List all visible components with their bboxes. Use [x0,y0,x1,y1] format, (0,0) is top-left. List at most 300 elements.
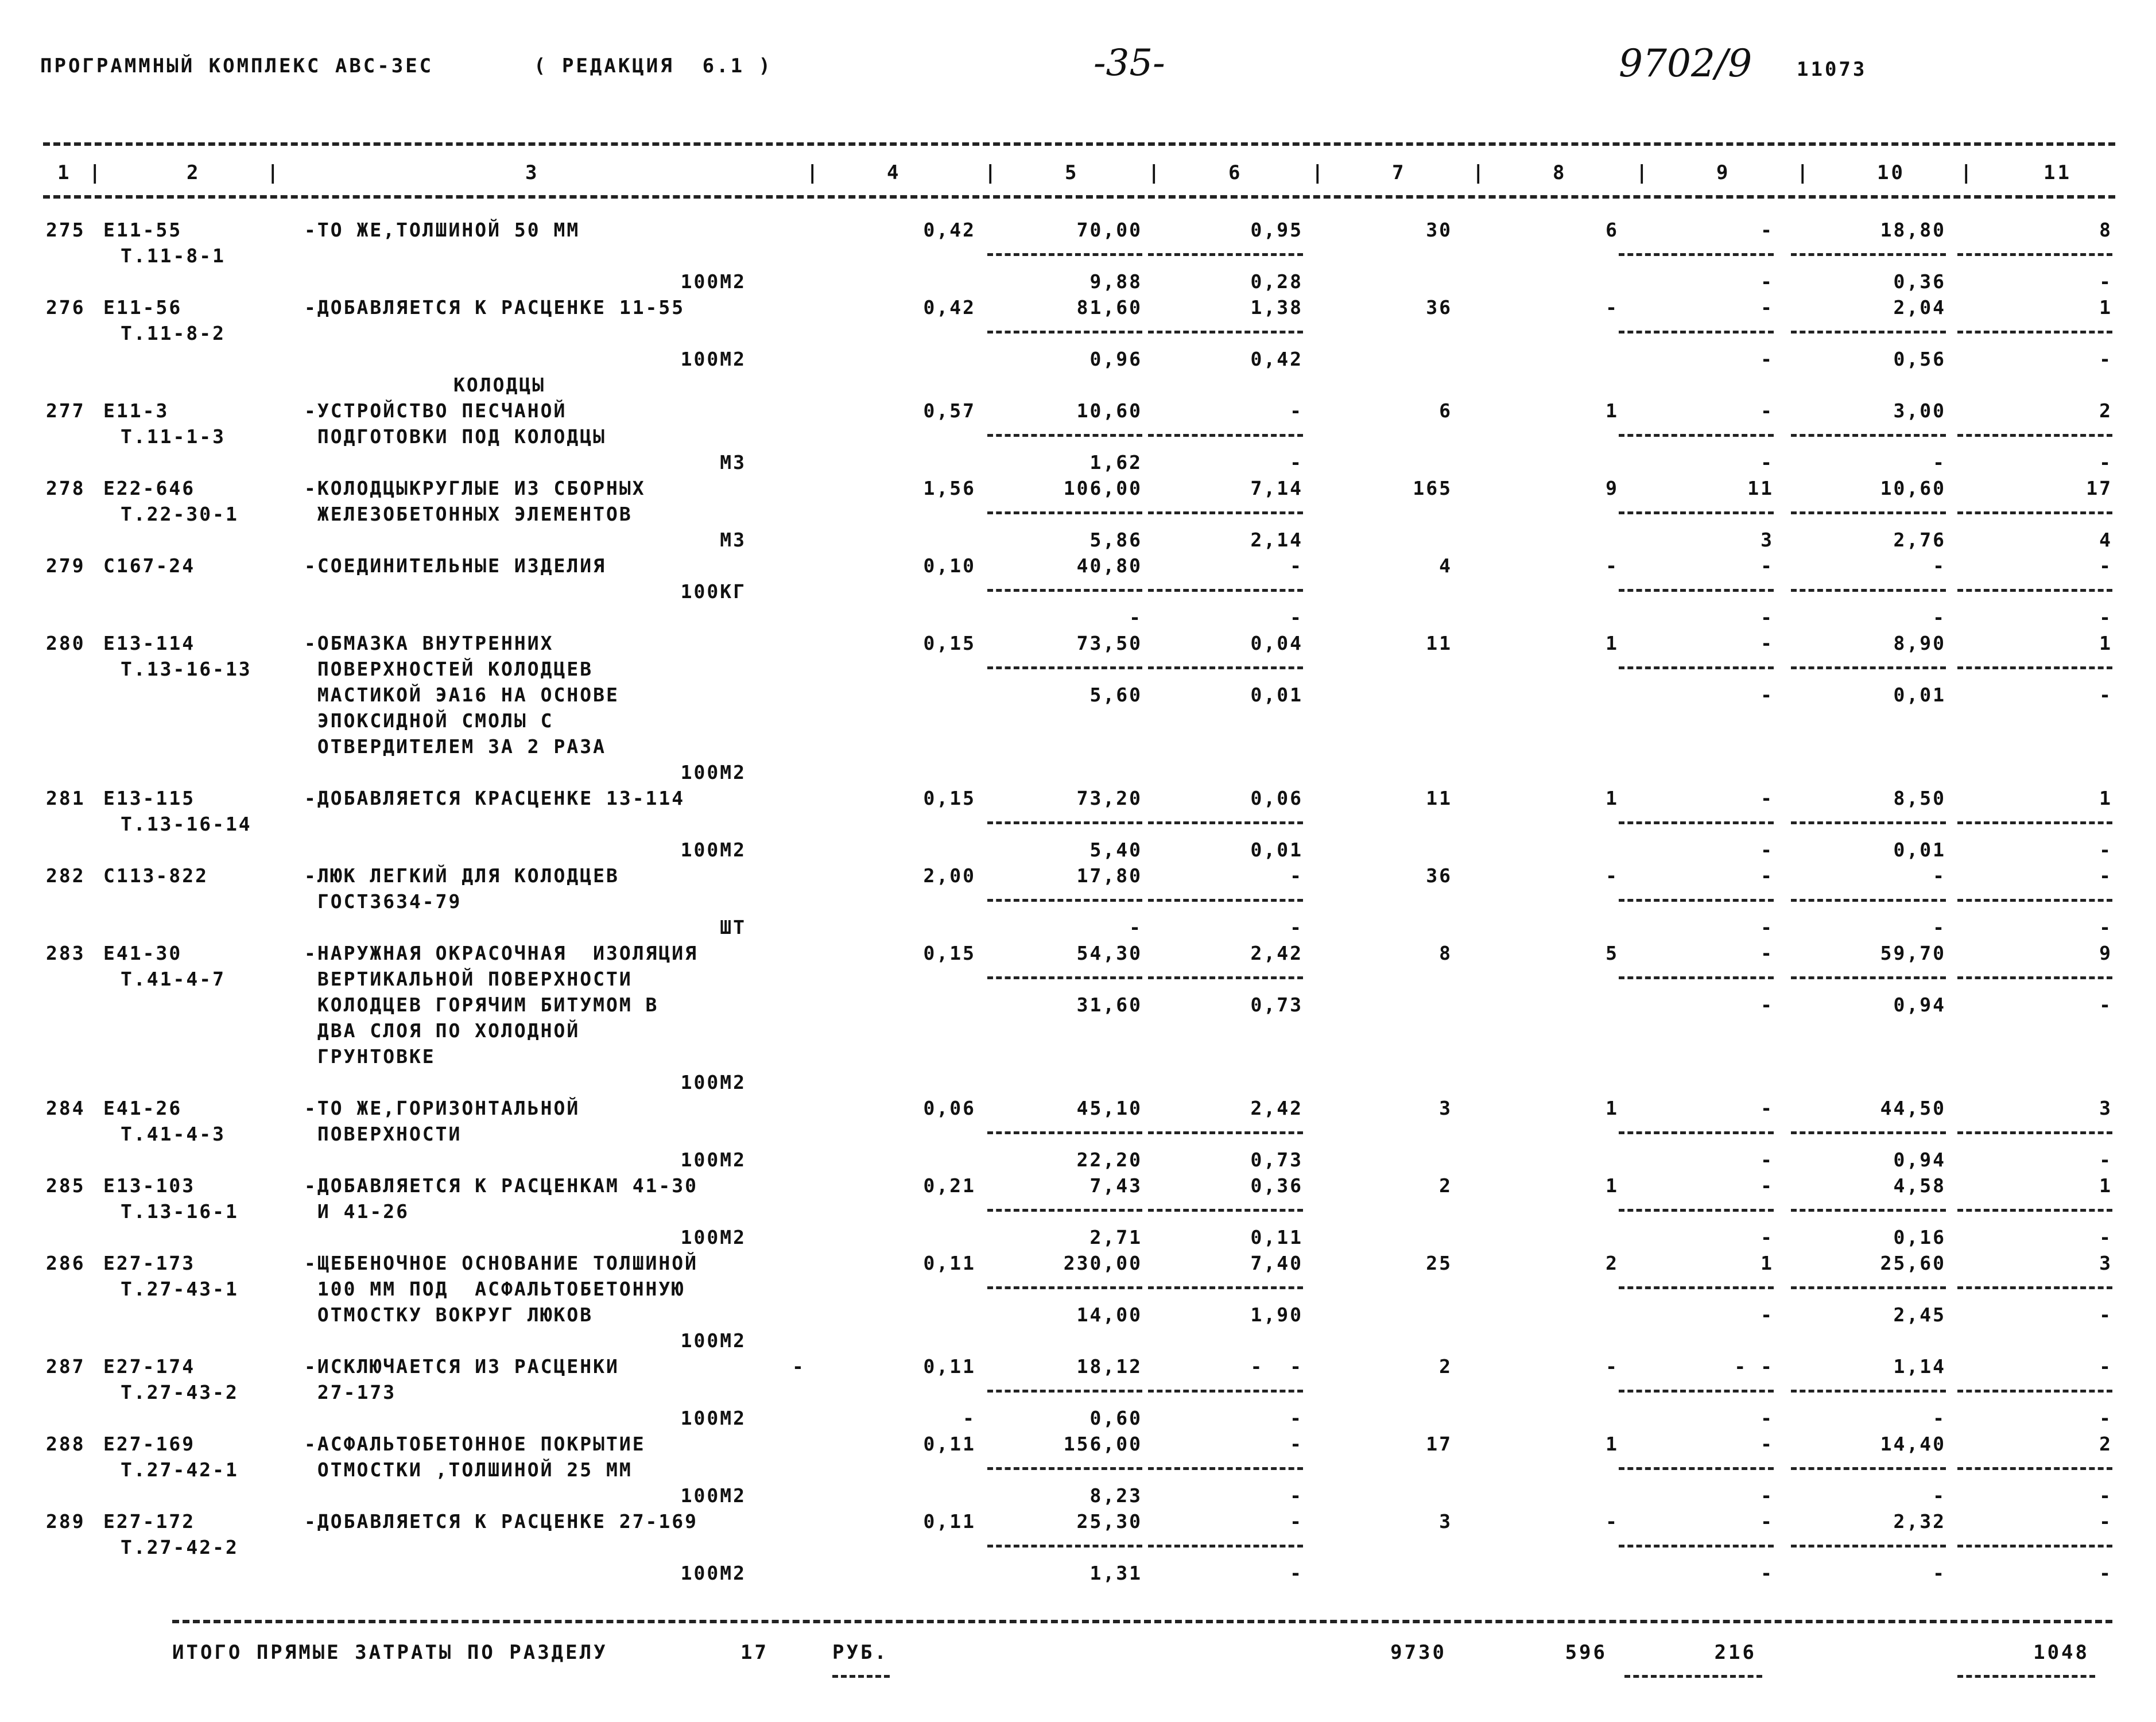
operation-cost: - - [1250,1355,1303,1378]
labor-total-sub: - [2099,1407,2112,1429]
operation-cost: 2,42 [1250,942,1303,964]
col11-divider [1957,511,2112,514]
labor-total: 2 [2099,1433,2112,1455]
wage-cost: 2,71 [1089,1226,1142,1248]
unit-label: 100М2 [680,1149,746,1171]
col11-divider [1957,1131,2112,1134]
description-line: -АСФАЛЬТОБЕТОННОЕ ПОКРЫТИЕ [304,1433,646,1455]
table-code: Т.11-8-2 [121,322,226,344]
labor-total-sub: - [2099,606,2112,629]
labor-hours-sub: 0,36 [1893,270,1946,293]
machine-wage: - [1761,684,1774,706]
wage-cost: 8,23 [1089,1484,1142,1507]
cost-divider [987,1286,1142,1289]
col10-divider [1791,589,1946,592]
col-header-1: 1 [57,161,72,184]
labor-hours-sub: - [1933,916,1946,938]
table-header-bottom-rule [43,195,2115,199]
rate-code: Е13-103 [103,1174,196,1197]
rate-code: С167-24 [103,554,196,577]
total-cost: 30 [1426,219,1452,241]
col9-divider [1619,511,1774,514]
wage-operation-cost: 0,11 [1250,1226,1303,1248]
row-number: 285 [46,1174,86,1197]
col10-divider [1791,976,1946,979]
labor-hours-sub: - [1933,451,1946,474]
col9-divider [1619,1131,1774,1134]
labor-hours-sub: 0,01 [1893,684,1946,706]
machine-cost: - [1761,942,1774,964]
operation-cost: - [1290,864,1303,887]
labor-hours: 1,14 [1893,1355,1946,1378]
col10-divider [1791,1467,1946,1470]
total-cost: 36 [1426,296,1452,319]
labor-hours: 4,58 [1893,1174,1946,1197]
labor-total-sub: - [2099,916,2112,938]
col11-divider [1957,1209,2112,1212]
quantity: 0,42 [923,296,976,319]
col10-divider [1791,253,1946,256]
labor-total: 9 [2099,942,2112,964]
cost-divider [987,253,1142,256]
unit-cost: 10,60 [1076,400,1142,422]
cost-divider [1148,666,1303,669]
base-wage: 1 [1606,1097,1619,1119]
row-number: 282 [46,864,86,887]
total-cost: 8 [1439,942,1452,964]
description-line: -ОБМАЗКА ВНУТРЕННИХ [304,632,554,654]
quantity: 0,11 [923,1252,976,1274]
description-line: -НАРУЖНАЯ ОКРАСОЧНАЯ ИЗОЛЯЦИЯ [304,942,699,964]
row-number: 278 [46,477,86,499]
cost-divider [1148,821,1303,824]
unit-cost: 81,60 [1076,296,1142,319]
total-cost: 3 [1439,1510,1452,1533]
machine-cost: 11 [1747,477,1774,499]
wage-cost: 14,00 [1076,1304,1142,1326]
col9-divider [1619,821,1774,824]
labor-total: - [2099,864,2112,887]
col-header-9: 9 [1716,161,1731,184]
labor-hours: 8,90 [1893,632,1946,654]
cost-divider [987,1209,1142,1212]
labor-hours-sub: 0,56 [1893,348,1946,370]
cost-divider [1148,1131,1303,1134]
labor-hours: - [1933,554,1946,577]
unit-cost: 54,30 [1076,942,1142,964]
wage-cost: - [1129,606,1142,629]
col-header-2: 2 [187,161,201,184]
unit-cost: 106,00 [1063,477,1142,499]
col11-divider [1957,821,2112,824]
col11-divider [1957,253,2112,256]
labor-hours: 14,40 [1880,1433,1946,1455]
total-cost: 165 [1413,477,1452,499]
operation-cost: - [1290,1433,1303,1455]
unit-cost: 156,00 [1063,1433,1142,1455]
table-code: Т.41-4-7 [121,968,226,990]
unit-label: ШТ [720,916,746,938]
quantity: 0,57 [923,400,976,422]
cost-divider [1148,1390,1303,1393]
base-wage: 1 [1606,632,1619,654]
labor-hours-sub: 0,94 [1893,994,1946,1016]
operation-cost: 0,06 [1250,787,1303,809]
description-line: -ТО ЖЕ,ГОРИЗОНТАЛЬНОЙ [304,1097,580,1119]
col10-divider [1791,899,1946,902]
unit-cost: 70,00 [1076,219,1142,241]
labor-total-sub: - [2099,994,2112,1016]
machine-cost: - [1761,787,1774,809]
cost-divider [987,821,1142,824]
unit-label: 100М2 [680,1562,746,1584]
operation-cost: 0,36 [1250,1174,1303,1197]
rate-code: Е11-3 [103,400,169,422]
unit-label: М3 [720,451,746,474]
total-label: ИТОГО ПРЯМЫЕ ЗАТРАТЫ ПО РАЗДЕЛУ [172,1641,608,1664]
machine-wage: - [1761,1484,1774,1507]
edition-label: ( РЕДАКЦИЯ 6.1 ) [534,55,773,77]
labor-total-sub: - [2099,1226,2112,1248]
total-col7: 9730 [1390,1641,1447,1664]
description-line: -ДОБАВЛЯЕТСЯ К РАСЦЕНКЕ 11-55 [304,296,685,319]
col11-divider [1957,1286,2112,1289]
row-number: 284 [46,1097,86,1119]
description-line: -КОЛОДЦЫКРУГЛЫЕ ИЗ СБОРНЫХ [304,477,646,499]
col10-divider [1791,434,1946,437]
machine-cost: - [1761,554,1774,577]
base-wage: - [1606,864,1619,887]
table-code: Т.22-30-1 [121,503,239,525]
row-number: 279 [46,554,86,577]
base-wage: 6 [1606,219,1619,241]
wage-cost: 5,86 [1089,529,1142,551]
unit-label: 100М2 [680,348,746,370]
rate-code: Е11-56 [103,296,183,319]
labor-total-sub: - [2099,270,2112,293]
unit-cost: 40,80 [1076,554,1142,577]
machine-cost: - [1761,632,1774,654]
wage-operation-cost: 1,90 [1250,1304,1303,1326]
cost-divider [987,1131,1142,1134]
col-header-4: 4 [887,161,901,184]
unit-cost: 18,12 [1076,1355,1142,1378]
rate-code: Е27-169 [103,1433,196,1455]
table-code: Т.13-16-1 [121,1200,239,1223]
description-line: -ДОБАВЛЯЕТСЯ КРАСЦЕНКЕ 13-114 [304,787,685,809]
labor-hours-sub: 2,76 [1893,529,1946,551]
cost-divider [1148,511,1303,514]
page-number: -35- [1093,42,1165,84]
doc-code: 11073 [1797,58,1867,81]
wage-operation-cost: - [1290,1407,1303,1429]
wage-cost: 31,60 [1076,994,1142,1016]
labor-total-sub: - [2099,1484,2112,1507]
wage-cost: 1,31 [1089,1562,1142,1584]
col9-divider [1619,253,1774,256]
operation-cost: - [1290,554,1303,577]
labor-total-sub: - [2099,1149,2112,1171]
labor-hours-sub: 0,01 [1893,839,1946,861]
total-cost: 4 [1439,554,1452,577]
doc-number: 9702/9 [1619,41,1752,86]
row-number: 276 [46,296,86,319]
labor-total: 1 [2099,1174,2112,1197]
total-cost: 6 [1439,400,1452,422]
cost-divider [987,511,1142,514]
base-wage: 1 [1606,1433,1619,1455]
wage-operation-cost: - [1290,1484,1303,1507]
col10-divider [1791,1286,1946,1289]
col10-divider [1791,1131,1946,1134]
unit-cost: 230,00 [1063,1252,1142,1274]
total-cost: 2 [1439,1174,1452,1197]
labor-total-sub: - [2099,684,2112,706]
machine-wage: - [1761,1304,1774,1326]
machine-cost: - [1761,1433,1774,1455]
labor-hours: 59,70 [1880,942,1946,964]
labor-hours: 2,04 [1893,296,1946,319]
row-number: 280 [46,632,86,654]
quantity: 0,21 [923,1174,976,1197]
labor-total-sub: - [2099,839,2112,861]
unit-cost: 73,50 [1076,632,1142,654]
cost-divider [1148,589,1303,592]
labor-hours: 44,50 [1880,1097,1946,1119]
cost-divider [987,899,1142,902]
unit-label: 100М2 [680,1407,746,1429]
labor-total: 8 [2099,219,2112,241]
total-col11-underline [1957,1675,2095,1678]
quantity: 0,42 [923,219,976,241]
quantity: 0,15 [923,787,976,809]
unit-cost: 7,43 [1089,1174,1142,1197]
col9-divider [1619,666,1774,669]
labor-total-sub: - [2099,1304,2112,1326]
labor-hours-sub: - [1933,1407,1946,1429]
cost-divider [987,1390,1142,1393]
wage-cost: 1,62 [1089,451,1142,474]
col10-divider [1791,821,1946,824]
machine-cost: - [1761,296,1774,319]
row-number: 287 [46,1355,86,1378]
rate-code: Е22-646 [103,477,196,499]
col11-divider [1957,1545,2112,1548]
machine-cost: - [1761,1097,1774,1119]
cost-divider [1148,331,1303,333]
quantity-sub: - [963,1407,976,1429]
wage-operation-cost: 0,42 [1250,348,1303,370]
total-cost: 3 [1439,1097,1452,1119]
cost-divider [987,434,1142,437]
unit-label: 100М2 [680,1071,746,1093]
base-wage: 9 [1606,477,1619,499]
labor-total: 2 [2099,400,2112,422]
machine-wage: - [1761,606,1774,629]
table-code: Т.27-43-1 [121,1278,239,1300]
labor-hours: - [1933,864,1946,887]
description-line: 27-173 [304,1381,397,1403]
operation-cost: 0,95 [1250,219,1303,241]
rate-code: Е13-114 [103,632,196,654]
base-wage: - [1606,1510,1619,1533]
cost-divider [1148,253,1303,256]
table-code: Т.27-43-2 [121,1381,239,1403]
rate-code: Е11-55 [103,219,183,241]
description-line: ВЕРТИКАЛЬНОЙ ПОВЕРХНОСТИ [304,968,633,990]
base-wage: 1 [1606,1174,1619,1197]
rate-code: Е41-30 [103,942,183,964]
machine-wage: - [1761,1149,1774,1171]
machine-wage: - [1761,1562,1774,1584]
labor-hours-sub: 2,45 [1893,1304,1946,1326]
col11-divider [1957,331,2112,333]
wage-cost: 22,20 [1076,1149,1142,1171]
unit-label: 100М2 [680,839,746,861]
labor-total: 3 [2099,1097,2112,1119]
total-cost: 11 [1426,787,1452,809]
operation-cost: 2,42 [1250,1097,1303,1119]
total-currency: РУБ. [832,1641,889,1664]
labor-hours: 3,00 [1893,400,1946,422]
cost-divider [987,976,1142,979]
rate-code: Е27-172 [103,1510,196,1533]
extra-dash: - [792,1355,805,1378]
description-line: -ЛЮК ЛЕГКИЙ ДЛЯ КОЛОДЦЕВ [304,864,619,887]
unit-label: М3 [720,529,746,551]
labor-total-sub: - [2099,1562,2112,1584]
machine-cost: - [1761,1174,1774,1197]
machine-wage: 3 [1761,529,1774,551]
rate-code: Е41-26 [103,1097,183,1119]
labor-hours-sub: - [1933,1484,1946,1507]
col11-divider [1957,976,2112,979]
description-line: -УСТРОЙСТВО ПЕСЧАНОЙ [304,400,567,422]
base-wage: 1 [1606,787,1619,809]
col-header-3: 3 [525,161,540,184]
machine-wage: - [1761,839,1774,861]
description-line: -ТО ЖЕ,ТОЛШИНОЙ 50 ММ [304,219,580,241]
base-wage: 5 [1606,942,1619,964]
total-cost: 36 [1426,864,1452,887]
labor-hours: 2,32 [1893,1510,1946,1533]
description-line: МАСТИКОЙ ЭА16 НА ОСНОВЕ [304,684,619,706]
operation-cost: 0,04 [1250,632,1303,654]
wage-cost: 5,40 [1089,839,1142,861]
labor-hours-sub: 0,94 [1893,1149,1946,1171]
quantity: 1,56 [923,477,976,499]
table-top-rule [43,142,2115,146]
row-number: 281 [46,787,86,809]
wage-operation-cost: 0,01 [1250,684,1303,706]
machine-cost: 1 [1761,1252,1774,1274]
table-code: Т.11-8-1 [121,245,226,267]
cost-divider [1148,1286,1303,1289]
cost-divider [1148,976,1303,979]
col9-divider [1619,434,1774,437]
cost-divider [1148,899,1303,902]
quantity: 0,11 [923,1433,976,1455]
wage-operation-cost: 0,73 [1250,994,1303,1016]
description-line: 100 ММ ПОД АСФАЛЬТОБЕТОННУЮ [304,1278,685,1300]
unit-label: 100М2 [680,1329,746,1352]
table-code: Т.13-16-14 [121,813,252,835]
machine-wage: - [1761,1407,1774,1429]
labor-hours: 8,50 [1893,787,1946,809]
cost-divider [1148,434,1303,437]
labor-hours: 10,60 [1880,477,1946,499]
description-line: ОТВЕРДИТЕЛЕМ ЗА 2 РАЗА [304,735,606,758]
quantity: 0,11 [923,1510,976,1533]
table-code: Т.13-16-13 [121,658,252,680]
currency-underline [832,1675,890,1678]
wage-cost: 5,60 [1089,684,1142,706]
table-code: Т.27-42-1 [121,1459,239,1481]
operation-cost: - [1290,400,1303,422]
quantity: 0,11 [923,1355,976,1378]
description-line: -СОЕДИНИТЕЛЬНЫЕ ИЗДЕЛИЯ [304,554,606,577]
machine-wage: - [1761,270,1774,293]
col9-divider [1619,1545,1774,1548]
row-number: 288 [46,1433,86,1455]
row-number: 275 [46,219,86,241]
cost-divider [1148,1545,1303,1548]
col9-divider [1619,1286,1774,1289]
total-col9: 216 [1714,1641,1756,1664]
description-line: ДВА СЛОЯ ПО ХОЛОДНОЙ [304,1019,580,1042]
labor-total: 1 [2099,296,2112,319]
labor-total: 3 [2099,1252,2112,1274]
description-line: ЖЕЛЕЗОБЕТОННЫХ ЭЛЕМЕНТОВ [304,503,633,525]
description-line: ЭПОКСИДНОЙ СМОЛЫ С [304,709,554,732]
machine-cost: - - [1734,1355,1774,1378]
col9-divider [1619,331,1774,333]
description-line: ПОВЕРХНОСТИ [304,1123,462,1145]
quantity: 0,15 [923,942,976,964]
col9-divider [1619,1467,1774,1470]
row-number: 289 [46,1510,86,1533]
col-header-7: 7 [1392,161,1406,184]
unit-label: 100М2 [680,761,746,784]
col10-divider [1791,331,1946,333]
total-col11: 1048 [2033,1641,2089,1664]
cost-divider [987,1545,1142,1548]
cost-divider [987,666,1142,669]
wage-operation-cost: 0,28 [1250,270,1303,293]
cost-divider [987,331,1142,333]
wage-cost: - [1129,916,1142,938]
col10-divider [1791,1545,1946,1548]
labor-total: 1 [2099,787,2112,809]
base-wage: - [1606,554,1619,577]
unit-label: 100М2 [680,1226,746,1248]
row-number: 283 [46,942,86,964]
machine-cost: - [1761,400,1774,422]
total-cost: 2 [1439,1355,1452,1378]
description-line: ГРУНТОВКЕ [304,1045,436,1068]
description-line: ПОВЕРХНОСТЕЙ КОЛОДЦЕВ [304,658,594,680]
base-wage: - [1606,296,1619,319]
row-number: 286 [46,1252,86,1274]
col11-divider [1957,899,2112,902]
machine-cost: - [1761,1510,1774,1533]
unit-cost: 73,20 [1076,787,1142,809]
labor-total: 1 [2099,632,2112,654]
description-line: И 41-26 [304,1200,409,1223]
labor-total: - [2099,554,2112,577]
document-page: ПРОГРАММНЫЙ КОМПЛЕКС АВС-ЗЕС ( РЕДАКЦИЯ 6.1 ) -35- 9702/9 11073 1 | 2 | 3 | 4 | 5 | 6 | 7 | 8 | 9 | 10 | 11 275 Е11-55 Т.11-8-1 -ТО ЖЕ,ТОЛШИНОЙ 50 ММ 100М2 0,42 70,00 0,95 9,88 0,28 30 6 - 18,80 8 - 0,36 - 276 Е11-56 Т.11-8-2 -ДОБАВЛЯЕТСЯ К РАСЦЕНКЕ 11-55 100М2 0,42 81,60 1,38 0,96 0,42 36 - - 2,04 1 - 0,56 - КОЛОДЦЫ 277 Е11-3 Т.11-1-3 -УСТРОЙСТВО ПЕСЧАНОЙ ПОДГОТОВКИ ПОД КОЛОДЦЫ М3 0,57 10,60 - 1,62 - 6 1 - 3,00 2 - - - 278 Е22-646 Т.22-30-1 -КОЛОДЦЫКРУГЛЫЕ ИЗ СБОРНЫХ ЖЕЛЕЗОБЕТОННЫХ ЭЛЕМЕНТОВ М3 1,56 106,00 7,14 5,86 2,14 165 9 11 10,60 17 3 2,76 4 279 С167-24 -СОЕДИНИТЕЛЬНЫЕ ИЗДЕЛИЯ 100КГ 0,10 40,80 - - - 4 - - - - - - - 280 Е13-114 Т.13-16-13 -ОБМАЗКА ВНУТРЕННИХ ПОВЕРХНОСТЕЙ КОЛОДЦЕВ МАСТИКОЙ ЭА16 НА ОСНОВЕ ЭПОКСИДНОЙ СМОЛЫ С ОТВЕРДИТЕЛЕМ ЗА 2 РАЗА 100М2 0,15 73,50 0,04 5,60 0,01 11 1 - 8,90 1 - 0,01 - 281 Е13-115 Т.13-16-14 -ДОБАВЛЯЕТСЯ КРАСЦЕНКЕ 13-114 100М2 0,15 73,20 0,06 5,40 0,01 11 1 - 8,50 1 - 0,01 - 282 С113-822 -ЛЮК ЛЕГКИЙ ДЛЯ КОЛОДЦЕВ ГОСТ3634-79 ШТ 2,00 17,80 - - - 36 - - - - - - - 283 Е41-30 Т.41-4-7 -НАРУЖНАЯ ОКРАСОЧНАЯ ИЗОЛЯЦИЯ ВЕРТИКАЛЬНОЙ ПОВЕРХНОСТИ КОЛОДЦЕВ ГОРЯЧИМ БИТУМОМ В ДВА СЛОЯ ПО ХОЛОДНОЙ ГРУНТОВКЕ 100М2 0,15 54,30 2,42 31,60 0,73 8 5 - 59,70 9 - 0,94 - 284 Е41-26 Т.41-4-3 -ТО ЖЕ,ГОРИЗОНТАЛЬНОЙ ПОВЕРХНОСТИ 100М2 0,06 45,10 2,42 22,20 0,73 3 1 - 44,50 3 - 0,94 - 285 Е13-103 Т.13-16-1 -ДОБАВЛЯЕТСЯ К РАСЦЕНКАМ 41-30 И 41-26 100М2 0,21 7,43 0,36 2,71 0,11 2 1 - 4,58 1 - 0,16 - 286 Е27-173 Т.27-43-1 -ЩЕБЕНОЧНОЕ ОСНОВАНИЕ ТОЛШИНОЙ 100 ММ ПОД АСФАЛЬТОБЕТОННУЮ ОТМОСТКУ ВОКРУГ ЛЮКОВ 100М2 0,11 230,00 7,40 14,00 1,90 25 2 1 25,60 3 - 2,45 - 287 Е27-174 Т.27-43-2 -ИСКЛЮЧАЕТСЯ ИЗ РАСЦЕНКИ 27-173 100М2 - 0,11 - 18,12 - - 0,60 - 2 - - - 1,14 - - - - 288 Е27-169 Т.27-42-1 -АСФАЛЬТОБЕТОННОЕ ПОКРЫТИЕ ОТМОСТКИ ,ТОЛШИНОЙ 25 ММ 100М2 0,11 156,00 - 8,23 - 17 1 - 14,40 2 - - - 289 Е27-172 Т.27-42-2 -ДОБАВЛЯЕТСЯ К РАСЦЕНКЕ 27-169 100М2 0,11 25,30 - 1,31 - 3 - - 2,32 - - - - ИТОГО ПРЯМЫЕ ЗАТРАТЫ ПО РАЗДЕЛУ 17 РУБ. 9730 596 216 1048 [0,0,2156,1722]
unit-cost: 45,10 [1076,1097,1142,1119]
